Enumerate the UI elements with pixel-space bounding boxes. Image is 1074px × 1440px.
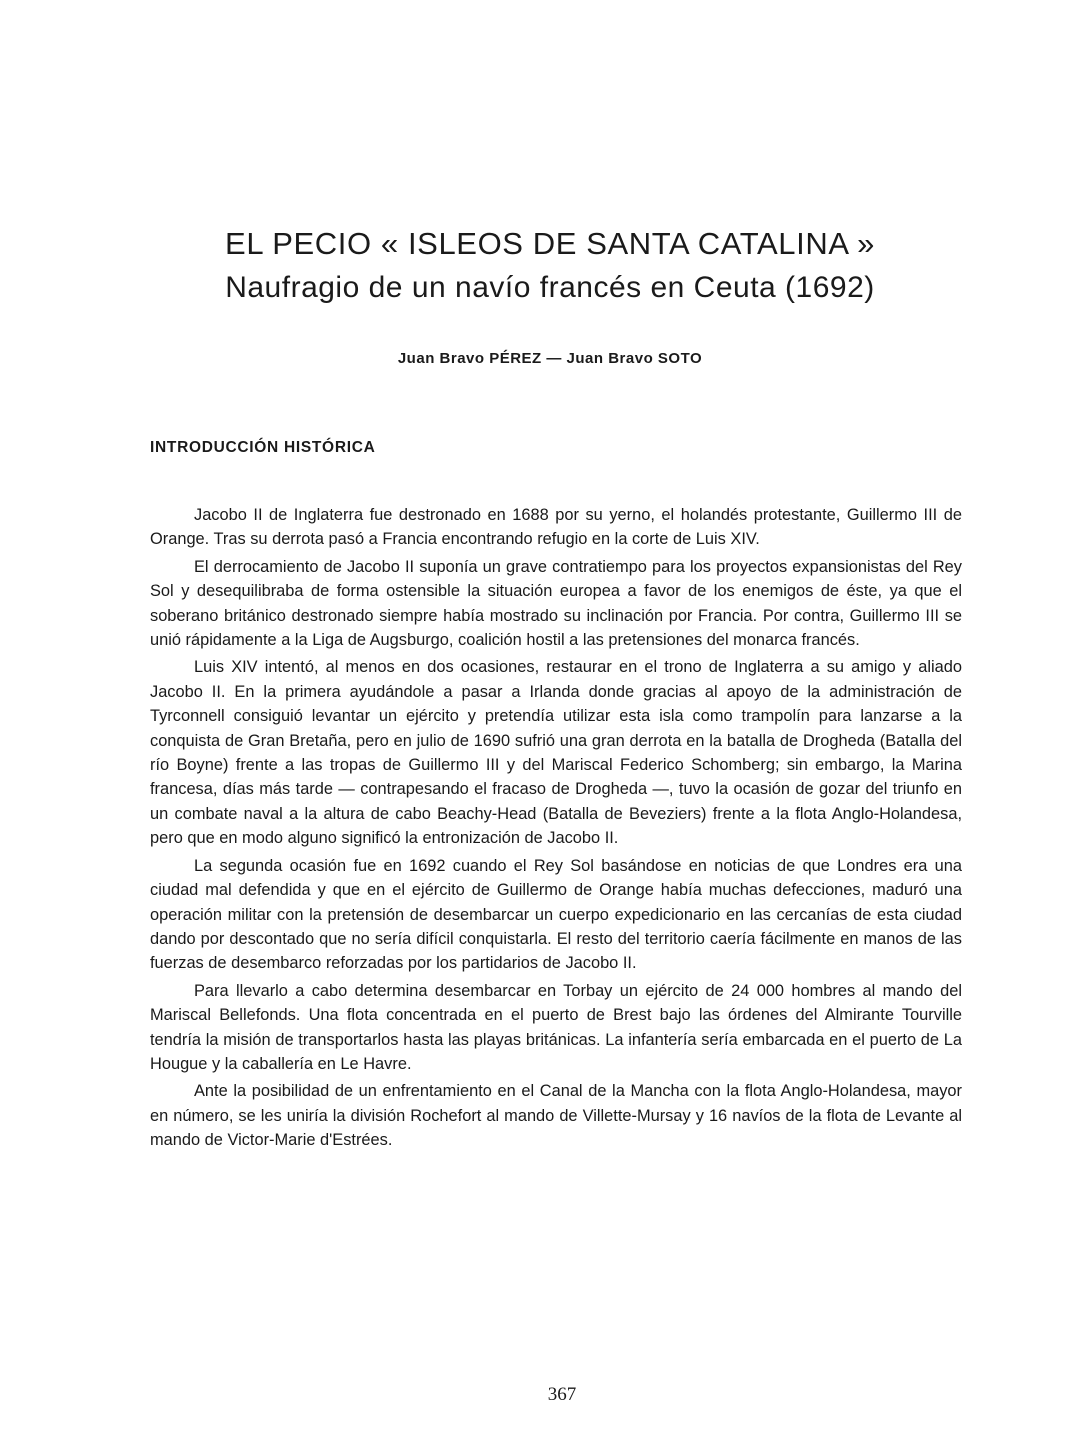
paragraph: Luis XIV intentó, al menos en dos ocasiones, restaurar en el trono de Inglaterra a su amigo y aliado Jacobo II. En la primera ayudándole a pasar a Irlanda donde gracias al apoyo de la administración de Tyrconnell consiguió levantar un ejército y pretendía utilizar esta isla como trampolín para lanzarse a la conquista de Gran Bretaña, pero en julio de 1690 sufrió una gran derrota en la batalla de Drogheda (Batalla del río Boyne) frente a las tropas de Guillermo III y del Mariscal Federico Schomberg; sin embargo, la Marina francesa, días más tarde — contrapesando el fracaso de Drogheda —, tuvo la ocasión de gozar del triunfo en un combate naval a la altura de cabo Beachy-Head (Batalla de Beveziers) frente a la flota Anglo-Holandesa, pero que en modo alguno significó la entronización de Jacobo II. — [150, 658, 962, 848]
paragraph: El derrocamiento de Jacobo II suponía un grave contratiempo para los proyectos expansionistas del Rey Sol y desequilibraba de forma ostensible la situación europea a favor de los enemigos de éste, ya que el soberano británico destronado siempre había mostrado su inclinación por Francia. Por contra, Guillermo III se unió rápidamente a la Liga de Augsburgo, coalición hostil a las pretensiones del monarca francés. — [150, 557, 962, 650]
page-number: 367 — [547, 1384, 577, 1405]
article-authors: Juan Bravo PÉREZ — Juan Bravo SOTO — [397, 350, 703, 367]
article-title: EL PECIO « ISLEOS DE SANTA CATALINA » — [225, 226, 875, 261]
paragraph: Jacobo II de Inglaterra fue destronado en 1688 por su yerno, el holandés protestante, Guillermo III de Orange. Tras su derrota pasó a Francia encontrando refugio en la corte de Luis XIV. — [150, 506, 962, 549]
article-subtitle: Naufragio de un navío francés en Ceuta (1692) — [225, 271, 875, 304]
body-text — [150, 503, 962, 1156]
paragraph: Para llevarlo a cabo determina desembarcar en Torbay un ejército de 24 000 hombres al mando del Mariscal Bellefonds. Una flota concentrada en el puerto de Brest bajo las órdenes del Almirante Tourville tendría la misión de transportarlos hasta las playas británicas. La infantería sería embarcada en el puerto de La Hougue y la caballería en Le Havre. — [150, 981, 962, 1073]
section-heading: INTRODUCCIÓN HISTÓRICA — [150, 439, 376, 456]
paragraph: La segunda ocasión fue en 1692 cuando el Rey Sol basándose en noticias de que Londres era una ciudad mal defendida y que en el ejército de Guillermo de Orange había muchas defecciones, maduró una operación militar con la pretensión de desembarcar un cuerpo expedicionario en las cercanías de esta ciudad dando por descontado que no sería difícil conquistarla. El resto del territorio caería fácilmente en manos de las fuerzas de desembarco reforzadas por los partidarios de Jacobo II. — [150, 856, 962, 973]
paragraph: Ante la posibilidad de un enfrentamiento en el Canal de la Mancha con la flota Anglo-Holandesa, mayor en número, se les uniría la división Rochefort al mando de Villette-Mursay y 16 navíos de la flota de Levante al mando de Victor-Marie d'Estrées. — [150, 1082, 962, 1150]
title-block — [140, 224, 960, 308]
